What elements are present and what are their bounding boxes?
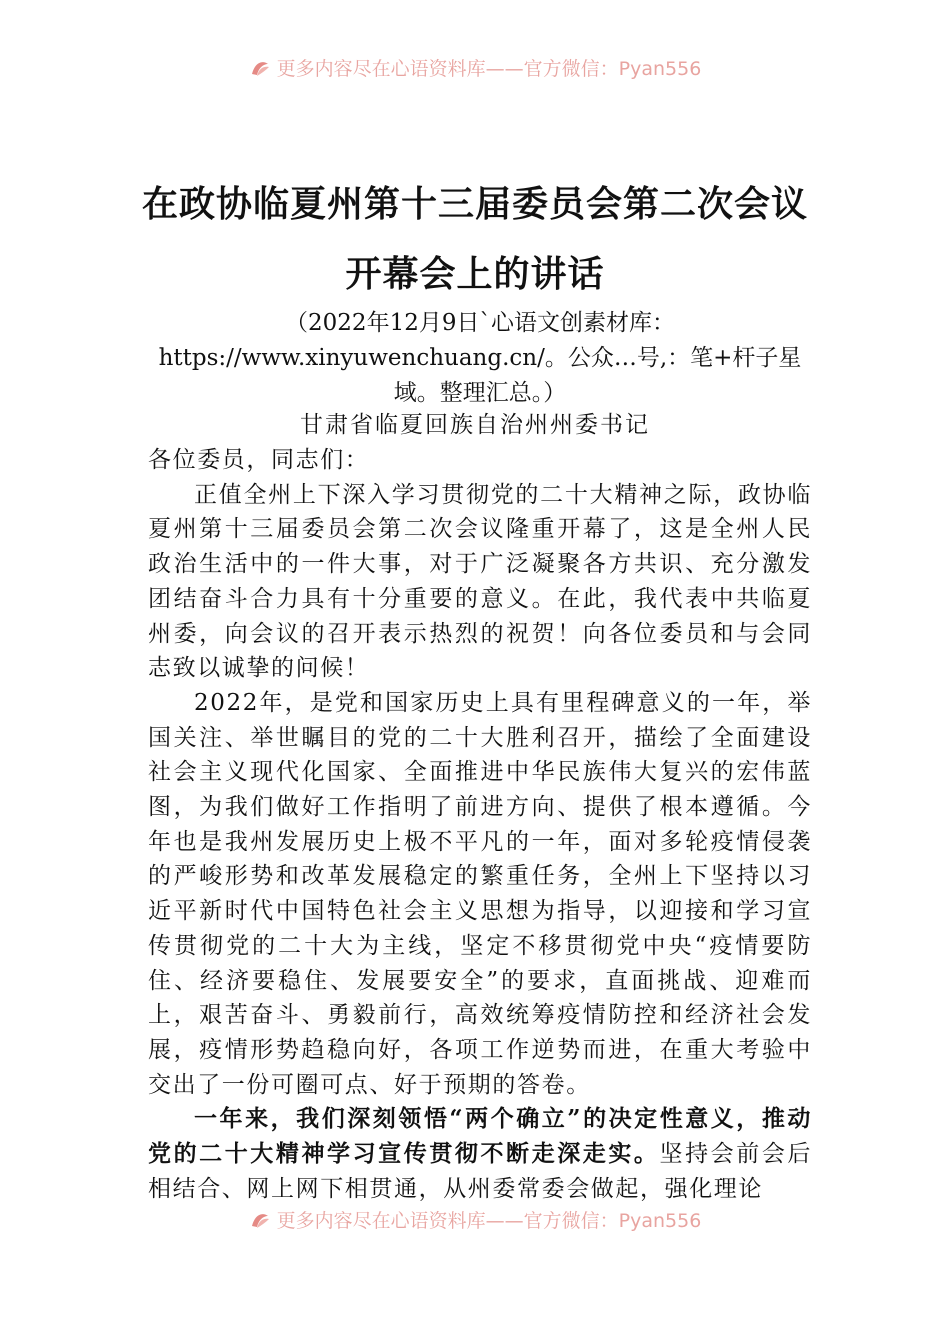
paragraph-3-bold-lead: 一年来，我们深刻领悟“两个确立”的决定性意义，推动党的二十大精神学习宣传贯彻不断走深走实。 (148, 1105, 812, 1168)
paragraph-3 (148, 1102, 812, 1206)
author-line: 甘肃省临夏回族自治州州委书记 (300, 412, 650, 438)
document-body (148, 443, 812, 1206)
watermark-header (0, 56, 950, 82)
document-title-line2: 开幕会上的讲话 (345, 253, 605, 295)
watermark-logo-icon (249, 1210, 271, 1232)
document-subtitle: （2022年12月9日`心语文创素材库：https://www.xinyuwenchuang.cn/。公众…号,：笔+杆子星域。整理汇总。） (158, 310, 802, 406)
document-title-line1: 在政协临夏州第十三届委员会第二次会议 (141, 183, 808, 225)
paragraph-3-text: 坚持会前会后相结合、网上网下相贯通，从州委常委会做起，强化理论 (148, 1141, 812, 1202)
paragraph-1: 正值全州上下深入学习贯彻党的二十大精神之际，政协临夏州第十三届委员会第二次会议隆重开幕了，这是全州人民政治生活中的一件大事，对于广泛凝聚各方共识、充分激发团结奋斗合力具有十分重要的意义。在此，我代表中共临夏州委，向会议的召开表示热烈的祝贺！向各位委员和与会同志致以诚挚的问候！ (148, 481, 812, 682)
paragraph-2: 2022年，是党和国家历史上具有里程碑意义的一年，举国关注、举世瞩目的党的二十大胜利召开，描绘了全面建设社会主义现代化国家、全面推进中华民族伟大复兴的宏伟蓝图，为我们做好工作指明了前进方向、提供了根本遵循。今年也是我州发展历史上极不平凡的一年，面对多轮疫情侵袭的严峻形势和改革发展稳定的繁重任务，全州上下坚持以习近平新时代中国特色社会主义思想为指导，以迎接和学习宣传贯彻党的二十大为主线，坚定不移贯彻党中央“疫情要防住、经济要稳住、发展要安全”的要求，直面挑战、迎难而上，艰苦奋斗、勇毅前行，高效统筹疫情防控和经济社会发展，疫情形势趋稳向好，各项工作逆势而进，在重大考验中交出了一份可圈可点、好于预期的答卷。 (148, 689, 812, 1098)
watermark-text: 更多内容尽在心语资料库——官方微信：Pyan556 (276, 1210, 702, 1232)
watermark-text: 更多内容尽在心语资料库——官方微信：Pyan556 (276, 58, 702, 80)
watermark-logo-icon (249, 58, 271, 80)
salutation: 各位委员，同志们： (148, 447, 370, 473)
watermark-footer (0, 1208, 950, 1234)
